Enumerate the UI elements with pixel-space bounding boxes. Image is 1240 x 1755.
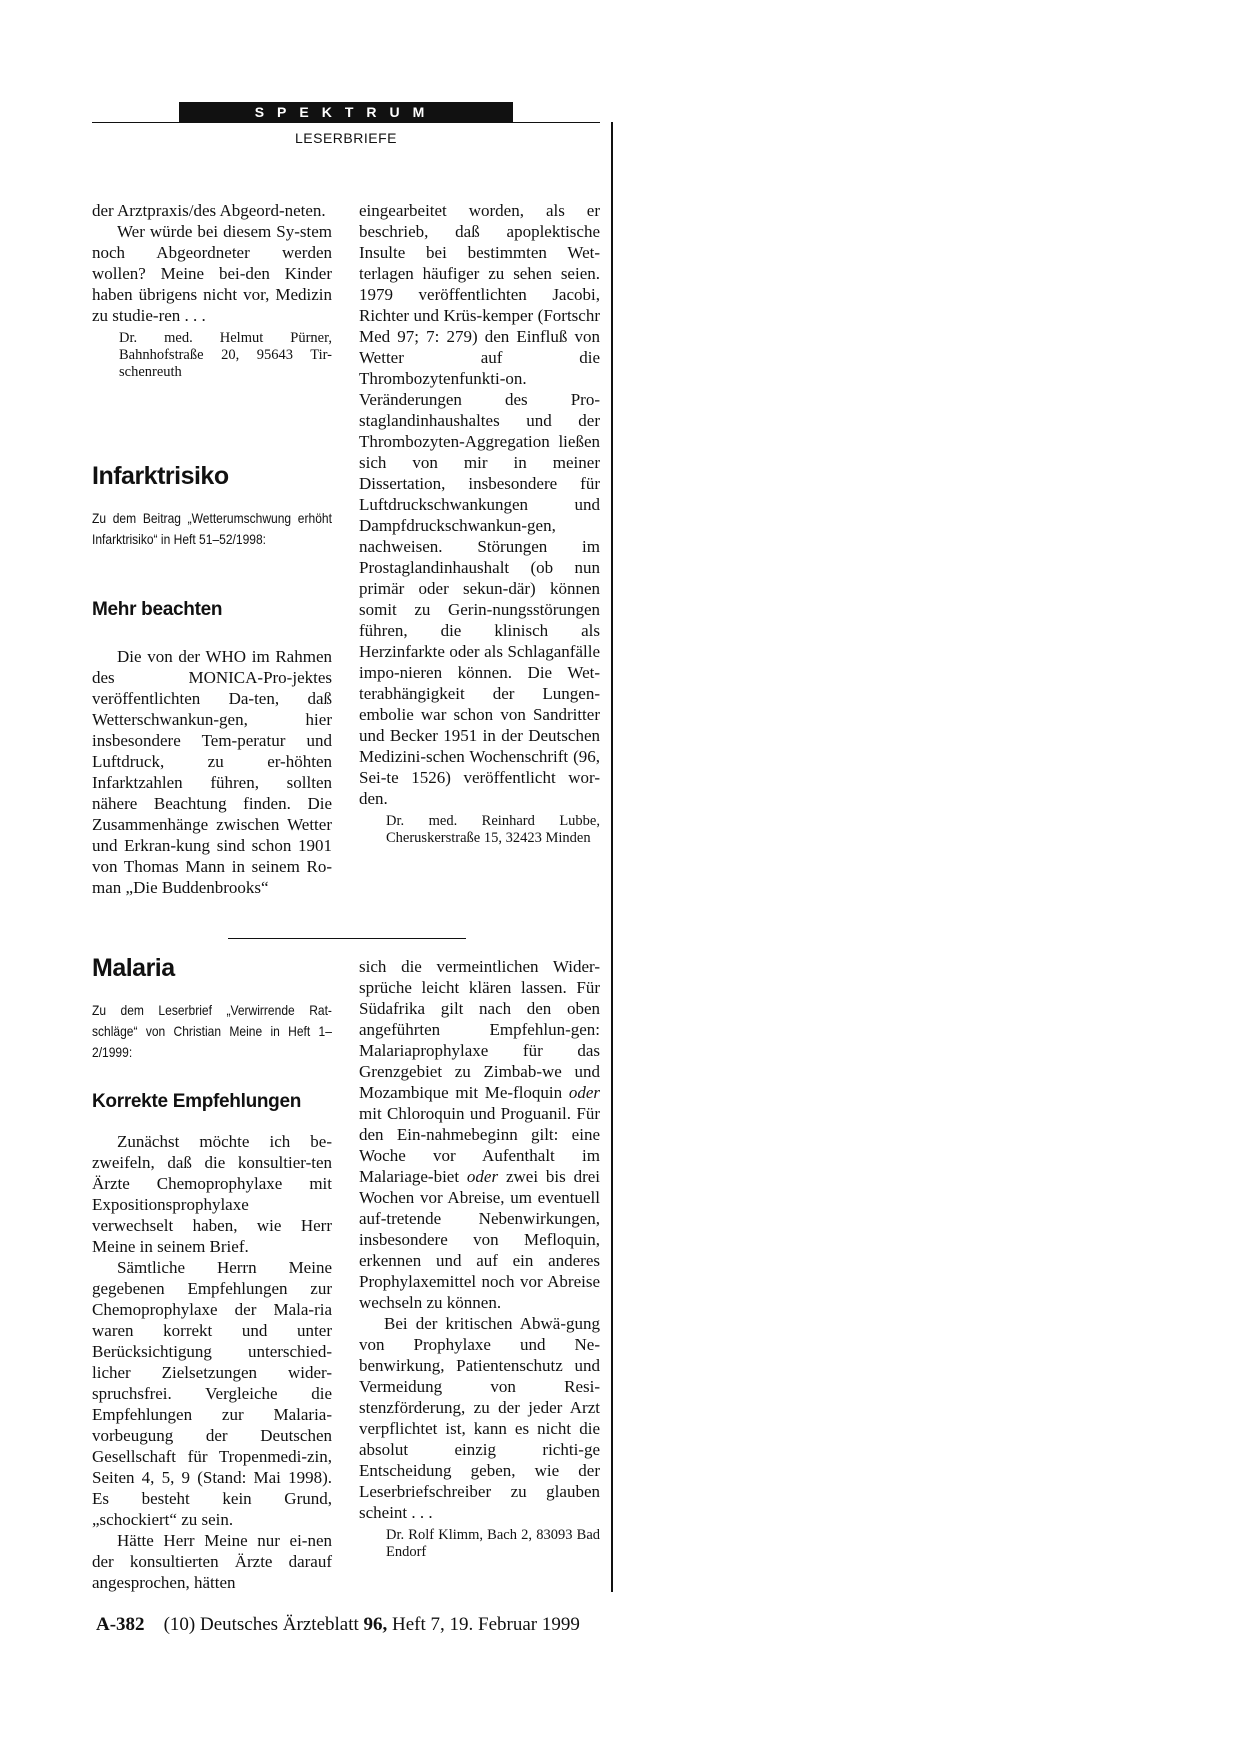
paragraph: Bei der kritischen Abwä-gung von Prophylaxe und Ne-benwirkung, Patientenschutz und Vermeidung von Resi-stenzförderung, zu der jeder Arzt verpflichtet ist, kann es nicht die absolut einzig richti-ge Entscheidung geben, wie der Leserbriefschreiber zu glauben scheint . . . [359, 1314, 600, 1522]
paragraph: der Arztpraxis/des Abgeord-neten. [92, 201, 326, 220]
topic-malaria [92, 953, 332, 983]
letter-headline: Mehr beachten [92, 599, 223, 620]
signature: Dr. med. Helmut Pürner, Bahnhofstraße 20, 95643 Tir-schenreuth [119, 330, 332, 380]
page-number: A-382 [96, 1614, 145, 1635]
intro-malaria [92, 1000, 332, 1063]
issue-date: Heft 7, 19. Februar 1999 [392, 1614, 580, 1635]
paragraph [359, 956, 600, 1313]
letter-reference: Zu dem Beitrag „Wetterumschwung erhöht Infarktrisiko“ in Heft 51–52/1998: [92, 510, 332, 547]
intro-infarktrisiko [92, 508, 332, 550]
topic-infarktrisiko [92, 461, 332, 491]
letter-headline: Korrekte Empfehlungen [92, 1091, 302, 1112]
paragraph: Die von der WHO im Rahmen des MONICA-Pro-jektes veröffentlichten Da-ten, daß Wetterschwankun-gen, hier insbesondere Tem-peratur und Luftdruck, zu er-höhten Infarktzahlen führen, sollten nähere Beachtung finden. Die Zusammenhänge zwischen Wetter und Erkran-kung sind schon 1901 von Thomas Mann in seinem Ro-man „Die Buddenbrooks“ [92, 647, 332, 897]
signature: Dr. Rolf Klimm, Bach 2, 83093 Bad Endorf [386, 1527, 600, 1560]
column-rule [611, 122, 613, 1592]
journal-name: (10) Deutsches Ärzteblatt [163, 1614, 359, 1635]
paragraph: Hätte Herr Meine nur ei-nen der konsultierten Ärzte darauf angesprochen, hätten [92, 1531, 332, 1592]
letter-divider [228, 938, 466, 939]
letter-lubbe-right [359, 200, 600, 847]
topic-title: Malaria [92, 954, 175, 982]
text-run: zwei bis drei Wochen vor Abreise, um eventuell auf-tretende Nebenwirkungen, insbesondere von Mefloquin, erkennen und auf ein anderes Prophylaxemittel noch vor Abreise wechseln zu können. [359, 1167, 601, 1312]
text-run: mit Chloroquin und Proguanil. Für den Ein-nahmebeginn gilt: eine Woche vor Aufenthalt im Malariage-biet [359, 1104, 600, 1186]
letter-klimm-left [92, 1131, 332, 1593]
paragraph: Zunächst möchte ich be-zweifeln, daß die konsultier-ten Ärzte Chemoprophylaxe mit Expositionsprophylaxe verwechselt haben, wie Herr Meine in seinem Brief. [92, 1132, 332, 1256]
paragraph: Wer würde bei diesem Sy-stem noch Abgeordneter werden wollen? Meine bei-den Kinder haben übrigens nicht vor, Medizin zu studie-ren . . . [92, 222, 332, 325]
header-rule [92, 122, 600, 123]
letter-klimm-right [359, 956, 600, 1561]
letter-lubbe-left [92, 646, 332, 898]
headline-infarktrisiko [92, 598, 332, 622]
page-footer [96, 1614, 580, 1636]
previous-letter-end [92, 200, 332, 381]
emphasis: oder [466, 1167, 499, 1186]
paragraph: eingearbeitet worden, als er beschrieb, daß apoplektische Insulte bei bestimmten Wet-terlagen häufiger zu sehen seien. 1979 veröffentlichten Jacobi, Richter und Krüs-kemper (Fortschr Med 97; 7: 279) den Einfluß von Wetter auf die Thrombozytenfunkti-on. Veränderungen des Pro-staglandinhaushaltes und der Thrombozyten-Aggregation ließen sich von mir in meiner Dissertation, insbesondere für Luftdruckschwankungen und Dampfdruckschwankun-gen, nachweisen. Störungen im Prostaglandinhaushalt (ob nun primär oder sekun-där) können somit zu Gerin-nungsstörungen führen, die klinisch als Herzinfarkte oder als Schlaganfälle impo-nieren können. Die Wet-terabhängigkeit der Lungen-embolie war schon von Sandritter und Becker 1951 in der Deutschen Medizini-schen Wochenschrift (96, Sei-te 1526) veröffentlicht wor-den. [359, 201, 600, 808]
subsection-label: LESERBRIEFE [295, 130, 397, 146]
headline-malaria [92, 1090, 332, 1114]
paragraph: Sämtliche Herrn Meine gegebenen Empfehlungen zur Chemoprophylaxe der Mala-ria waren korrekt und unter Berücksichtigung unterschied-licher Zielsetzungen wider-spruchsfrei. Vergleiche die Empfehlungen zur Malaria-vorbeugung der Deutschen Gesellschaft für Tropenmedi-zin, Seiten 4, 5, 9 (Stand: Mai 1998). Es besteht kein Grund, „schockiert“ zu sein. [92, 1258, 332, 1529]
text-run: sich die vermeintlichen Wider-sprüche leicht klären lassen. Für Südafrika gilt nach den oben angeführten Empfehlun-gen: Malariaprophylaxe für das Grenzgebiet zu Zimbab-we und Mozambique mit Me-floquin [359, 957, 600, 1102]
signature: Dr. med. Reinhard Lubbe, Cheruskerstraße 15, 32423 Minden [386, 813, 600, 846]
section-label: SPEKTRUM [179, 102, 513, 122]
volume-number: 96, [363, 1614, 388, 1635]
topic-title: Infarktrisiko [92, 462, 229, 490]
letter-reference: Zu dem Leserbrief „Verwirrende Rat-schläge“ von Christian Meine in Heft 1–2/1999: [92, 1002, 332, 1060]
emphasis: oder [568, 1083, 600, 1102]
